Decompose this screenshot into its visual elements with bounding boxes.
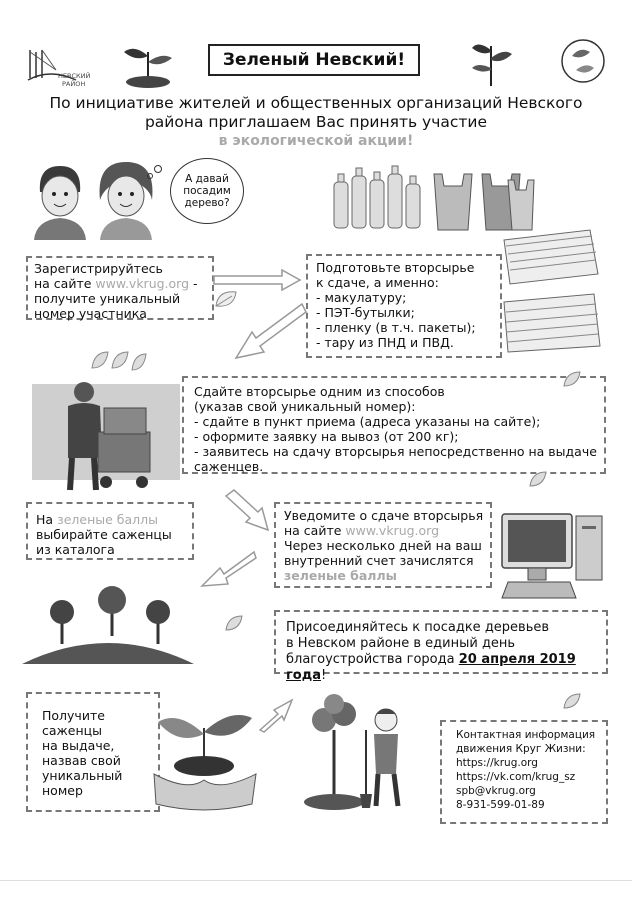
- contacts-phone: 8-931-599-01-89: [456, 799, 545, 811]
- seedling-left-icon: [120, 38, 176, 88]
- intro-line2: района приглашаем Вас принять участие: [144, 113, 488, 131]
- bubble-line2: посадим: [183, 185, 231, 197]
- trees-on-hill-icon: [22, 584, 194, 664]
- register-line4: номер участника: [34, 306, 147, 321]
- arrow-down-diagonal-icon: [222, 490, 272, 534]
- prepare-line1: Подготовьте вторсырье: [316, 260, 475, 275]
- receive-line5: уникальный: [42, 768, 123, 783]
- register-line3: получите уникальный: [34, 291, 181, 306]
- receive-line3: на выдаче,: [42, 738, 115, 753]
- join-line3-suffix: !: [321, 668, 327, 683]
- notify-line2-prefix: на сайте: [284, 523, 346, 538]
- speech-bubble: [170, 158, 244, 224]
- contacts-box: [440, 720, 608, 824]
- prepare-item: - тару из ПНД и ПВД.: [316, 335, 454, 350]
- seedling-right-icon: [466, 36, 516, 90]
- deliver-item: саженцев.: [194, 459, 264, 474]
- contacts-line2: движения Круг Жизни:: [456, 743, 586, 755]
- contacts-line1: Контактная информация: [456, 729, 596, 741]
- register-line1: Зарегистрируйтесь: [34, 261, 163, 276]
- register-site-link[interactable]: www.vkrug.org: [95, 276, 190, 291]
- step-join-box: [274, 610, 608, 683]
- step-receive-box: [26, 692, 160, 812]
- event-date: 20 апреля 2019 года: [286, 652, 576, 683]
- deliver-item: - сдайте в пункт приема (адреса указаны на сайте);: [194, 414, 541, 429]
- choose-line1-prefix: На: [36, 512, 58, 527]
- intro-line3: в экологической акции!: [218, 133, 414, 149]
- prepare-line2: к сдаче, а именно:: [316, 275, 439, 290]
- deliver-line1: Сдайте вторсырье одним из способов: [194, 384, 445, 399]
- boy-illustration-icon: [28, 158, 94, 240]
- register-line2-suffix: -: [189, 276, 198, 291]
- join-line1: Присоединяйтесь к посадке деревьев: [286, 620, 550, 635]
- register-line2-prefix: на сайте: [34, 276, 96, 291]
- paper-stack-icon: [500, 228, 602, 356]
- notify-line5: зеленые баллы: [284, 568, 397, 583]
- leaf-icon: [562, 370, 584, 390]
- notify-line2: [284, 523, 490, 538]
- leaf-icon: [224, 614, 246, 634]
- computer-icon: [500, 506, 608, 602]
- bottom-rule: [0, 880, 632, 881]
- district-logo: [26, 40, 98, 94]
- step-choose-box: [26, 502, 194, 560]
- prepare-item: - пленку (в т.ч. пакеты);: [316, 320, 476, 335]
- green-points-label: зеленые баллы: [57, 512, 158, 527]
- receive-line1: Получите: [42, 708, 105, 723]
- join-line2: в Невском районе в единый день: [286, 636, 516, 651]
- hands-seedling-icon: [148, 688, 260, 816]
- step-register-box: [26, 256, 214, 320]
- step-prepare-box: [306, 254, 502, 358]
- choose-line1: [36, 512, 192, 527]
- arrow-diagonal-icon: [232, 300, 308, 362]
- plastic-bags-icon: [428, 160, 536, 232]
- boy-planting-tree-icon: [290, 690, 434, 814]
- notify-line1: Уведомите о сдаче вторсырья: [284, 508, 484, 523]
- arrow-left-diagonal-icon: [198, 546, 258, 590]
- step-deliver-box: [182, 376, 606, 474]
- worker-photo-icon: [32, 370, 180, 494]
- intro-text: [40, 94, 592, 151]
- receive-line2: саженцы: [42, 723, 103, 738]
- leaf-icon: [90, 346, 150, 372]
- choose-line2: выбирайте саженцы: [36, 527, 172, 542]
- krug-zhizni-logo-icon: [560, 38, 606, 84]
- district-logo-line2: РАЙОН: [62, 80, 86, 88]
- receive-line4: назвав свой: [42, 753, 121, 768]
- receive-line6: номер: [42, 783, 83, 798]
- notify-site-link[interactable]: www.vkrug.org: [345, 523, 440, 538]
- deliver-item: - оформите заявку на вывоз (от 200 кг);: [194, 429, 459, 444]
- contacts-link[interactable]: https://vk.com/krug_sz: [456, 771, 576, 783]
- notify-line3: Через несколько дней на ваш: [284, 538, 482, 553]
- plastic-bottles-icon: [330, 160, 424, 232]
- page-title: Зеленый Невский!: [208, 44, 420, 76]
- bubble-line1: А давай: [185, 173, 229, 185]
- leaf-icon: [562, 692, 584, 712]
- deliver-line2: (указав свой уникальный номер):: [194, 399, 416, 414]
- deliver-item: - заявитесь на сдачу вторсырья непосредственно на выдаче: [194, 444, 597, 459]
- contacts-link[interactable]: https://krug.org: [456, 757, 538, 769]
- step-notify-box: [274, 502, 492, 588]
- bubble-line3: дерево?: [184, 197, 230, 209]
- prepare-item: - макулатуру;: [316, 290, 407, 305]
- prepare-item: - ПЭТ-бутылки;: [316, 305, 415, 320]
- join-line3-prefix: благоустройства города: [286, 652, 459, 667]
- leaf-icon: [528, 470, 550, 490]
- notify-line4: внутренний счет зачислятся: [284, 553, 474, 568]
- contacts-email[interactable]: spb@vkrug.org: [456, 785, 536, 797]
- intro-line1: По инициативе жителей и общественных организаций Невского: [49, 94, 583, 112]
- thought-dots-icon: [146, 160, 170, 180]
- choose-line3: из каталога: [36, 542, 115, 557]
- district-logo-line1: НЕВСКИЙ: [58, 72, 91, 80]
- join-line3: [286, 652, 606, 684]
- register-line2: [34, 276, 212, 291]
